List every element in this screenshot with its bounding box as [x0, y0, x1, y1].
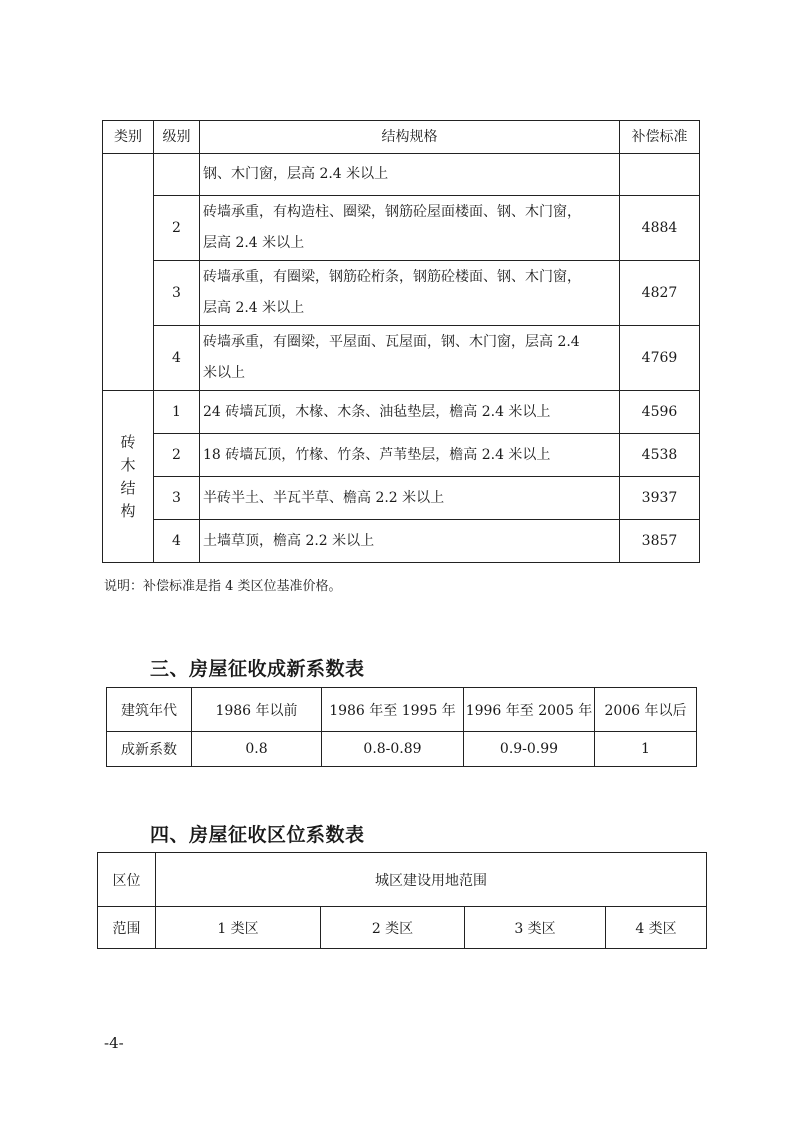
- compensation-standard-table: [102, 120, 700, 563]
- header-spec: 结构规格: [200, 121, 620, 154]
- coef-cell: 0.8: [192, 732, 322, 767]
- zone-cell: 2 类区: [321, 907, 465, 949]
- table-row: [103, 477, 700, 520]
- price-cell: 3857: [620, 520, 700, 563]
- row-label: 建筑年代: [107, 688, 192, 732]
- zone-cell: 1 类区: [156, 907, 321, 949]
- level-cell: 4: [154, 326, 200, 391]
- table-row: [103, 261, 700, 326]
- spec-line: 层高 2.4 米以上: [203, 235, 305, 251]
- level-cell: 4: [154, 520, 200, 563]
- zone-scope-cell: 城区建设用地范围: [156, 853, 707, 907]
- table-row: [103, 326, 700, 391]
- table-row: [103, 154, 700, 196]
- spec-line: 米以上: [203, 365, 245, 381]
- section4-title: 四、房屋征收区位系数表: [150, 824, 365, 846]
- level-cell: 2: [154, 434, 200, 477]
- page-number: -4-: [104, 1034, 124, 1052]
- level-cell: [154, 154, 200, 196]
- spec-line: 层高 2.4 米以上: [203, 300, 305, 316]
- price-cell: [620, 154, 700, 196]
- table-row: [103, 391, 700, 434]
- row-label: 范围: [98, 907, 156, 949]
- category-cell-empty: [103, 154, 154, 391]
- price-cell: 4884: [620, 196, 700, 261]
- spec-cell: 半砖半土、半瓦半草、檐高 2.2 米以上: [200, 477, 620, 520]
- spec-cell: [200, 154, 620, 196]
- coef-cell: 1: [595, 732, 697, 767]
- zone-cell: 4 类区: [606, 907, 707, 949]
- row-label: 成新系数: [107, 732, 192, 767]
- location-coefficient-table: [97, 852, 707, 949]
- spec-cell: 18 砖墙瓦顶，竹椽、竹条、芦苇垫层，檐高 2.4 米以上: [200, 434, 620, 477]
- price-cell: 4769: [620, 326, 700, 391]
- spec-line: 砖墙承重，有圈梁，平屋面、瓦屋面，钢、木门窗，层高 2.4: [203, 334, 580, 350]
- spec-line: 砖墙承重，有圈梁，钢筋砼桁条，钢筋砼楼面、钢、木门窗，: [203, 269, 581, 285]
- spec-line: 砖墙承重，有构造柱、圈梁，钢筋砼屋面楼面、钢、木门窗，: [203, 204, 581, 220]
- year-cell: 1986 年以前: [192, 688, 322, 732]
- price-cell: 4827: [620, 261, 700, 326]
- spec-cell: [200, 326, 620, 391]
- section3-title: 三、房屋征收成新系数表: [150, 658, 365, 680]
- table-row: [98, 907, 707, 949]
- table-row: [103, 520, 700, 563]
- table-header-row: [103, 121, 700, 154]
- year-cell: 2006 年以后: [595, 688, 697, 732]
- spec-cell: [200, 196, 620, 261]
- table-row: [107, 688, 697, 732]
- spec-cell: [200, 261, 620, 326]
- category-cell-brick-wood: [103, 391, 154, 563]
- level-cell: 3: [154, 477, 200, 520]
- year-cell: 1986 年至 1995 年: [322, 688, 464, 732]
- coef-cell: 0.9-0.99: [464, 732, 595, 767]
- header-level: 级别: [154, 121, 200, 154]
- header-price: 补偿标准: [620, 121, 700, 154]
- level-cell: 1: [154, 391, 200, 434]
- table-row: [103, 434, 700, 477]
- year-cell: 1996 年至 2005 年: [464, 688, 595, 732]
- coef-cell: 0.8-0.89: [322, 732, 464, 767]
- spec-cell: 土墙草顶，檐高 2.2 米以上: [200, 520, 620, 563]
- row-label: 区位: [98, 853, 156, 907]
- header-category: 类别: [103, 121, 154, 154]
- table-note: 说明：补偿标准是指 4 类区位基准价格。: [104, 579, 342, 594]
- spec-line: 钢、木门窗，层高 2.4 米以上: [203, 166, 389, 182]
- price-cell: 3937: [620, 477, 700, 520]
- newness-coefficient-table: [106, 687, 697, 767]
- zone-cell: 3 类区: [465, 907, 606, 949]
- table-row: [103, 196, 700, 261]
- spec-cell: 24 砖墙瓦顶，木椽、木条、油毡垫层，檐高 2.4 米以上: [200, 391, 620, 434]
- table-row: [107, 732, 697, 767]
- table-row: [98, 853, 707, 907]
- price-cell: 4596: [620, 391, 700, 434]
- price-cell: 4538: [620, 434, 700, 477]
- level-cell: 2: [154, 196, 200, 261]
- category-label-vertical: 砖木结构: [120, 432, 136, 520]
- level-cell: 3: [154, 261, 200, 326]
